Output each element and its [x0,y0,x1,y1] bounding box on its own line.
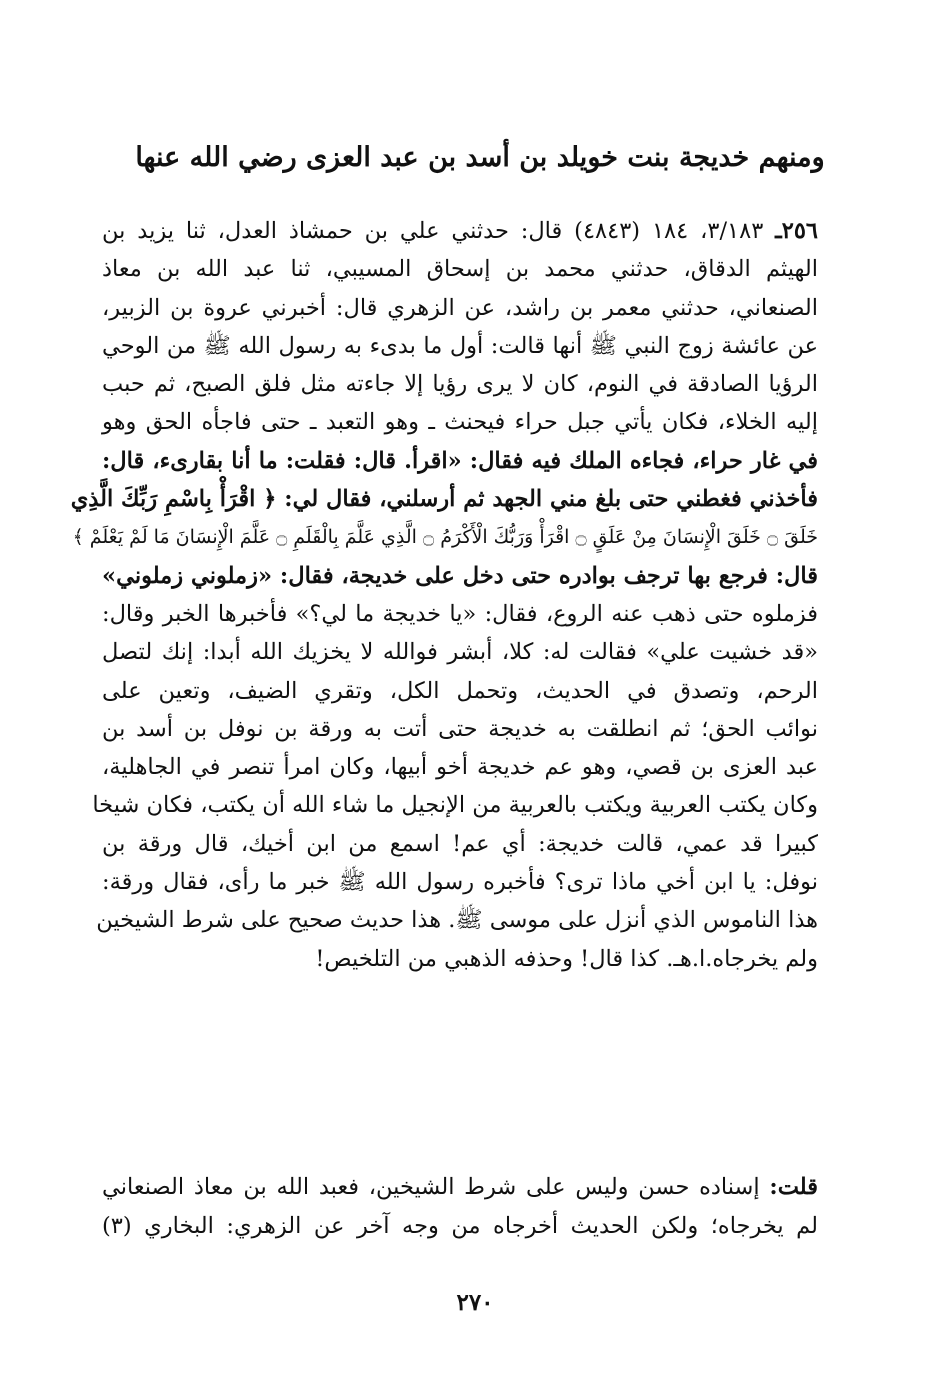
hadith-line: فأخذني فغطني حتى بلغ مني الجهد ثم أرسلني، فقال لي: ﴿ اقْرَأْ بِاسْمِ رَبِّكَ الَّذِي [70,486,818,513]
hadith-line: في غار حراء، فجاءه الملك فيه فقال: «اقرأ. قال: فقلت: ما أنا بقارىء، قال: [102,447,818,474]
hadith-line: إليه الخلاء، فكان يأتي جبل حراء فيحنث ـ وهو التعبد ـ حتى فاجأه الحق وهو [102,409,818,436]
note-line: قلت: إسناده حسن وليس على شرط الشيخين، فعبد الله بن معاذ الصنعاني [102,1174,819,1200]
hadith-line: عن عائشة زوج النبي ﷺ أنها قالت: أول ما بدىء به رسول الله ﷺ من الوحي [102,332,818,359]
hadith-line: ولم يخرجاه.ا.هـ. كذا قال! وحذفه الذهبي من التلخيص! [315,945,818,972]
hadith-line: عبد العزى بن قصي، وهو عم خديجة أخو أبيها، وكان امرأ تنصر في الجاهلية، [102,754,818,781]
hadith-text [70,212,819,978]
hadith-line: نوائب الحق؛ ثم انطلقت به خديجة حتى أتت به ورقة بن نوفل بن أسد بن [102,715,818,742]
note-line: لم يخرجاه؛ ولكن الحديث أخرجاه من وجه آخر عن الزهري: البخاري (٣) [102,1212,818,1239]
hadith-line: «قد خشيت علي» فقالت له: كلا، أبشر فوالله لا يخزيك الله أبدا: إنك لتصل [102,639,818,666]
hadith-line: نوفل: يا ابن أخي ماذا ترى؟ فأخبره رسول الله ﷺ خبر ما رأى، فقال ورقة: [102,869,818,896]
hadith-line: وكان يكتب العربية ويكتب بالعربية من الإنجيل ما شاء الله أن يكتب، فكان شيخا [92,792,818,819]
hadith-line: قال: فرجع بها ترجف بوادره حتى دخل على خديجة، فقال: «زملوني زملوني» [102,562,818,589]
author-note [102,1168,818,1245]
note-label: قلت: [769,1174,819,1200]
hadith-line: الرحم، وتصدق في الحديث، وتحمل الكل، وتقري الضيف، وتعين على [102,677,818,704]
page-number: ٢٧٠ [456,1289,494,1316]
chapter-title: ومنهم خديجة بنت خويلد بن أسد بن عبد العزى رضي الله عنها [135,142,825,173]
hadith-line: الرؤيا الصادقة في النوم، كان لا يرى رؤيا إلا جاءته مثل فلق الصبح، ثم حبب [102,371,818,398]
hadith-line: كبيرا قد عمي، قالت خديجة: أي عم! اسمع من ابن أخيك، قال ورقة بن [102,830,818,857]
hadith-line: الهيثم الدقاق، حدثني محمد بن إسحاق المسيبي، ثنا عبد الله بن معاذ [102,256,818,283]
hadith-line: فزملوه حتى ذهب عنه الروع، فقال: «يا خديجة ما لي؟» فأخبرها الخبر وقال: [102,600,818,627]
hadith-number: ٢٥٦ـ [775,218,819,244]
hadith-line: هذا الناموس الذي أنزل على موسى ﷺ. هذا حديث صحيح على شرط الشيخين [96,907,818,934]
hadith-line: ٢٥٦ـ ٣/١٨٣، ١٨٤ (٤٨٤٣) قال: حدثني علي بن حمشاذ العدل، ثنا يزيد بن [102,218,819,244]
hadith-line: الصنعاني، حدثني معمر بن راشد، عن الزهري قال: أخبرني عروة بن الزبير، [102,294,818,321]
quran-verse-line: خَلَقَ ۝ خَلَقَ الْإِنسَانَ مِنْ عَلَقٍ ۝ اقْرَأْ وَرَبُّكَ الْأَكْرَمُ ۝ الَّذِي عَلَّمَ بِالْقَلَمِ ۝ عَلَّمَ الْإِنسَانَ مَا لَمْ يَعْلَمْ ﴾ [72,526,818,549]
